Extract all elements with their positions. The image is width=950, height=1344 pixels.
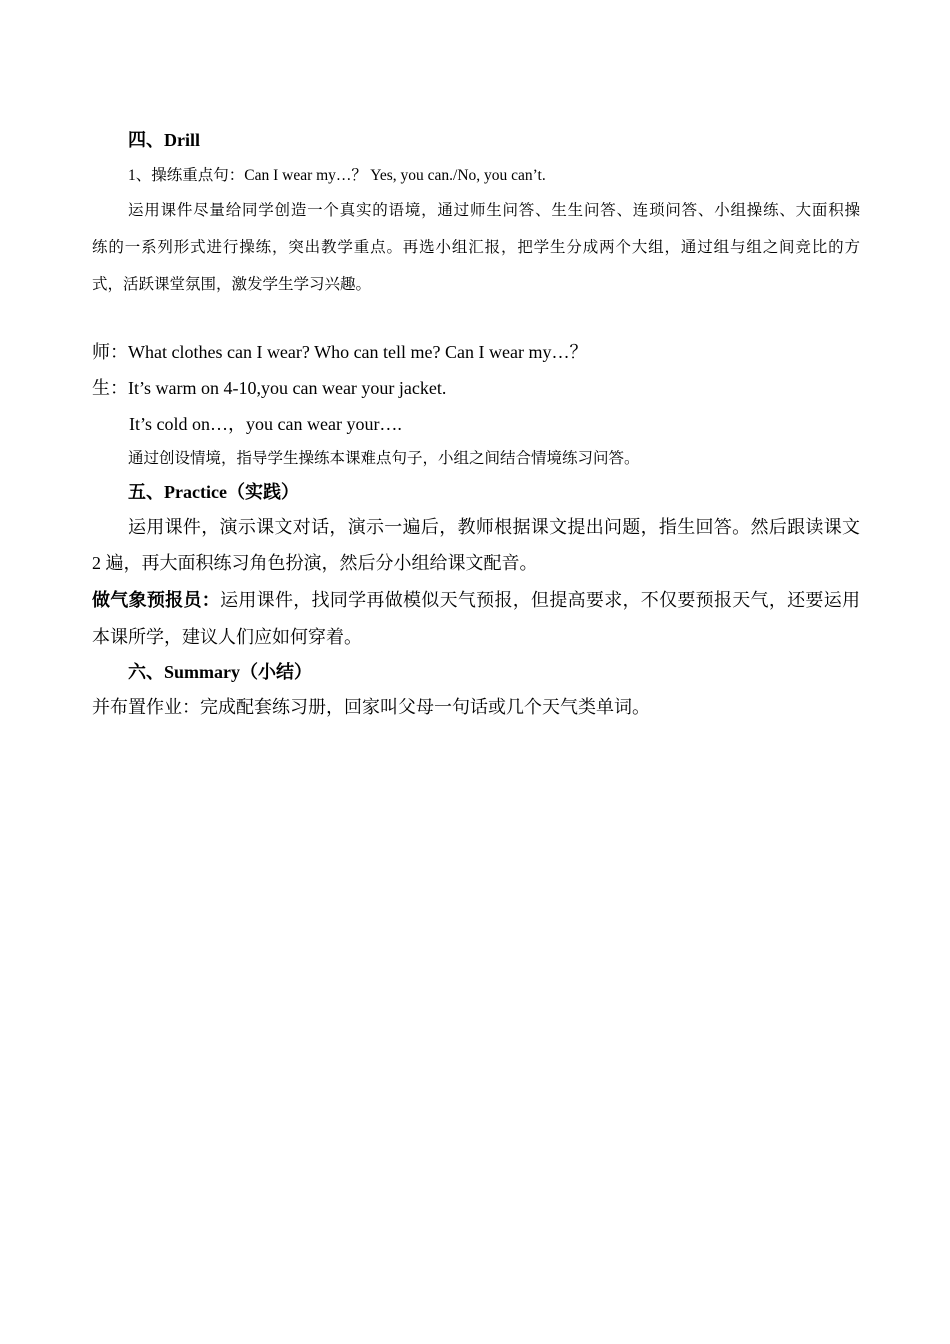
section-4-paragraph-line-3: 式，活跃课堂氛围，激发学生学习兴趣。 (92, 276, 372, 293)
student-line-2: It’s cold on…，you can wear your…. (129, 414, 402, 434)
student-label: 生： (92, 378, 128, 398)
teacher-line (92, 338, 587, 364)
section-6-heading: 六、Summary（小结） (128, 662, 312, 682)
section-6-paragraph: 并布置作业：完成配套练习册，回家叫父母一句话或几个天气类单词。 (92, 697, 650, 717)
dialog-note: 通过创设情境，指导学生操练本课难点句子，小组之间结合情境练习问答。 (128, 450, 640, 467)
weather-task-line-1 (92, 586, 860, 612)
student-text: It’s warm on 4-10,you can wear your jacket. (128, 378, 447, 398)
teacher-text: What clothes can I wear? Who can tell me? Can I wear my…？ (128, 342, 588, 362)
student-line (92, 374, 446, 400)
section-5-paragraph-line-1: 运用课件，演示课文对话，演示一遍后，教师根据课文提出问题，指生回答。然后跟读课文 (128, 517, 860, 537)
weather-task-line-2: 本课所学，建议人们应如何穿着。 (92, 627, 362, 647)
weather-task-text: 运用课件，找同学再做模似天气预报，但提高要求，不仅要预报天气，还要运用 (220, 590, 861, 610)
weather-task-label: 做气象预报员： (92, 590, 221, 610)
section-4-item-1: 1、操练重点句：Can I wear my…？ Yes, you can./No, you can’t. (128, 167, 546, 184)
section-5-heading: 五、Practice（实践） (128, 482, 299, 502)
section-4-heading: 四、Drill (128, 130, 200, 150)
section-4-paragraph-line-1: 运用课件尽量给同学创造一个真实的语境，通过师生问答、生生问答、连琐问答、小组操练、大面积操 (128, 202, 860, 219)
teacher-label: 师： (92, 342, 128, 362)
section-5-paragraph-line-2: 2 遍，再大面积练习角色扮演，然后分小组给课文配音。 (92, 553, 538, 573)
section-4-paragraph-line-2: 练的一系列形式进行操练，突出教学重点。再选小组汇报，把学生分成两个大组，通过组与组之间竞比的方 (92, 239, 860, 256)
